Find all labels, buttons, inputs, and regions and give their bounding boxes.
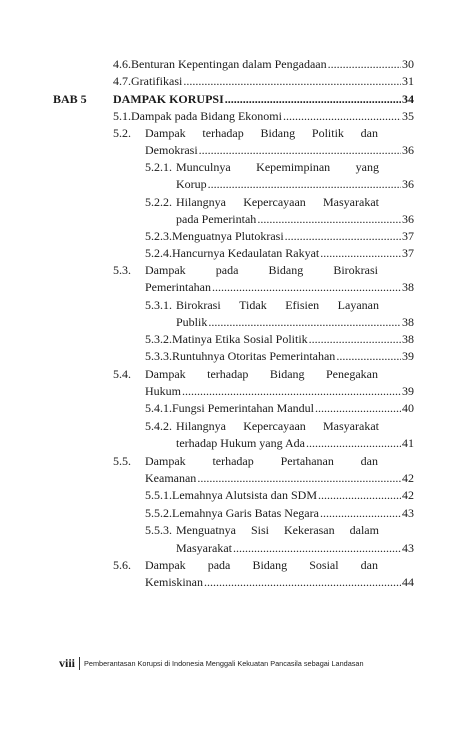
entry-title: Fungsi Pemerintahan Mandul	[172, 401, 314, 415]
entry-number: 5.3.1.	[145, 298, 172, 312]
toc-entry-5-1[interactable]	[113, 109, 414, 123]
dot-leader	[285, 229, 401, 243]
entry-title: Benturan Kepentingan dalam Pengadaan	[131, 57, 327, 71]
toc-entry-5-4-2-line1[interactable]	[176, 419, 379, 433]
entry-number: 5.2.1.	[145, 160, 172, 174]
entry-number: 5.6.	[113, 558, 131, 572]
dot-leader	[199, 143, 401, 157]
entry-page: 44	[402, 575, 414, 589]
toc-entry-5-4-line2[interactable]	[145, 384, 414, 398]
footer-page-number: viii	[59, 656, 76, 670]
title-word: dan	[360, 126, 378, 140]
title-word: Masyarakat	[323, 419, 379, 433]
title-word: Pertahanan	[280, 454, 334, 468]
entry-number: 5.4.1.	[145, 401, 172, 415]
title-word: Dampak	[145, 558, 186, 572]
title-word: dan	[360, 454, 378, 468]
toc-entry-5-3-line1[interactable]	[145, 263, 378, 277]
title-word: Politik	[311, 126, 344, 140]
dot-leader	[309, 332, 401, 346]
entry-number: 5.3.	[113, 263, 131, 277]
entry-number: 5.5.2.	[145, 506, 172, 520]
dot-leader	[183, 74, 401, 88]
entry-page: 41	[402, 436, 414, 450]
entry-number: 5.2.	[113, 126, 131, 140]
toc-entry-5-5-line1[interactable]	[145, 454, 378, 468]
toc-entry-5-2-3[interactable]	[145, 229, 414, 243]
dot-leader	[204, 575, 401, 589]
title-word: Birokrasi	[176, 298, 221, 312]
toc-entry-5-2-line2[interactable]	[145, 143, 414, 157]
entry-title-cont: Publik	[176, 315, 208, 329]
toc-entry-5-5-3-line1[interactable]	[176, 523, 379, 537]
toc-entry-5-5-line2[interactable]	[145, 471, 414, 485]
title-word: Masyarakat	[323, 195, 379, 209]
title-word: pada	[215, 263, 239, 277]
dot-leader	[208, 177, 401, 191]
footer-book-title: Pemberantasan Korupsi di Indonesia Menggali Kekuatan Pancasila sebagai Landasan	[84, 659, 364, 668]
toc-entry-5-2-line1[interactable]	[145, 126, 378, 140]
chapter-label: BAB 5	[53, 92, 87, 106]
title-word: Dampak	[145, 367, 186, 381]
toc-entry-5-3-3[interactable]	[145, 349, 414, 363]
toc-entry-5-5-1[interactable]	[145, 488, 414, 502]
dot-leader	[182, 384, 401, 398]
toc-entry-5-2-1-line1[interactable]	[176, 160, 379, 174]
entry-title-cont: Masyarakat	[176, 541, 232, 555]
title-word: Sosial	[309, 558, 339, 572]
entry-number: 5.2.2.	[145, 195, 172, 209]
title-word: terhadap	[212, 454, 254, 468]
title-word: dan	[360, 558, 378, 572]
toc-entry-5-3-2[interactable]	[145, 332, 414, 346]
toc-entry-4-6[interactable]	[113, 57, 414, 71]
title-word: Dampak	[145, 126, 186, 140]
entry-page: 38	[402, 315, 414, 329]
title-word: yang	[355, 160, 379, 174]
footer-divider	[79, 657, 80, 670]
entry-title-cont: Demokrasi	[145, 143, 198, 157]
entry-page: 39	[402, 349, 414, 363]
entry-number: 5.1.	[113, 109, 131, 123]
entry-page: 31	[402, 74, 414, 88]
entry-number: 5.4.	[113, 367, 131, 381]
dot-leader	[257, 212, 401, 226]
entry-page: 38	[402, 280, 414, 294]
title-word: Kepercayaan	[243, 419, 306, 433]
entry-title-cont: Hukum	[145, 384, 181, 398]
toc-entry-5-2-4[interactable]	[145, 246, 414, 260]
entry-title-cont: terhadap Hukum yang Ada	[176, 436, 305, 450]
title-word: Efisien	[285, 298, 320, 312]
title-word: Bidang	[269, 367, 305, 381]
title-word: dalam	[349, 523, 379, 537]
entry-number: 5.2.4.	[145, 246, 172, 260]
entry-page: 36	[402, 177, 414, 191]
entry-page: 39	[402, 384, 414, 398]
entry-title-cont: Keamanan	[145, 471, 197, 485]
entry-number: 5.5.	[113, 454, 131, 468]
toc-entry-4-7[interactable]	[113, 74, 414, 88]
toc-entry-5-6-line2[interactable]	[145, 575, 414, 589]
entry-title: Lemahnya Garis Batas Negara	[172, 506, 319, 520]
toc-entry-5-3-line2[interactable]	[145, 280, 414, 294]
entry-title: Hancurnya Kedaulatan Rakyat	[172, 246, 320, 260]
dot-leader	[336, 349, 401, 363]
toc-entry-5-2-2-line1[interactable]	[176, 195, 379, 209]
entry-page: 42	[402, 488, 414, 502]
dot-leader	[233, 541, 401, 555]
dot-leader	[315, 401, 401, 415]
entry-page: 34	[402, 92, 414, 106]
title-word: Bidang	[268, 263, 304, 277]
title-word: pada	[207, 558, 231, 572]
dot-leader	[318, 488, 401, 502]
entry-page: 43	[402, 506, 414, 520]
entry-number: 5.5.3.	[145, 523, 172, 537]
toc-chapter-5[interactable]	[113, 92, 414, 106]
dot-leader	[320, 506, 401, 520]
title-word: Kepemimpinan	[256, 160, 331, 174]
toc-entry-5-5-2[interactable]	[145, 506, 414, 520]
entry-page: 40	[402, 401, 414, 415]
title-word: Bidang	[252, 558, 288, 572]
entry-number: 5.5.1.	[145, 488, 172, 502]
entry-title-cont: pada Pemerintah	[176, 212, 257, 226]
entry-title: Dampak pada Bidang Ekonomi	[131, 109, 282, 123]
title-word: Dampak	[145, 454, 186, 468]
dot-leader	[283, 109, 401, 123]
title-word: Sisi	[250, 523, 269, 537]
entry-number: 5.4.2.	[145, 419, 172, 433]
dot-leader	[212, 280, 401, 294]
dot-leader	[306, 436, 401, 450]
entry-page: 35	[402, 109, 414, 123]
entry-page: 30	[402, 57, 414, 71]
entry-page: 37	[402, 246, 414, 260]
toc-entry-5-2-1-line2[interactable]	[176, 177, 414, 191]
entry-page: 38	[402, 332, 414, 346]
entry-page: 43	[402, 541, 414, 555]
entry-page: 36	[402, 143, 414, 157]
title-word: terhadap	[207, 367, 249, 381]
entry-title-cont: Korup	[176, 177, 207, 191]
entry-number: 4.7.	[113, 74, 131, 88]
chapter-title: DAMPAK KORUPSI	[113, 92, 224, 106]
toc-entry-5-4-1[interactable]	[145, 401, 414, 415]
entry-page: 37	[402, 229, 414, 243]
title-word: terhadap	[202, 126, 244, 140]
toc-entry-5-3-1-line1[interactable]	[176, 298, 379, 312]
title-word: Munculnya	[176, 160, 231, 174]
entry-page: 42	[402, 471, 414, 485]
title-word: Hilangnya	[176, 195, 226, 209]
entry-page: 36	[402, 212, 414, 226]
entry-number: 5.3.3.	[145, 349, 172, 363]
toc-entry-5-4-2-line2[interactable]	[176, 436, 414, 450]
toc-entry-5-6-line1[interactable]	[145, 558, 378, 572]
entry-title: Lemahnya Alutsista dan SDM	[172, 488, 317, 502]
entry-number: 4.6.	[113, 57, 131, 71]
entry-number: 5.2.3.	[145, 229, 172, 243]
toc-entry-5-2-2-line2[interactable]	[176, 212, 414, 226]
entry-number: 5.3.2.	[145, 332, 172, 346]
dot-leader	[197, 471, 401, 485]
title-word: Layanan	[337, 298, 379, 312]
entry-title: Matinya Etika Sosial Politik	[172, 332, 308, 346]
dot-leader	[320, 246, 401, 260]
title-word: Birokrasi	[333, 263, 378, 277]
title-word: Dampak	[145, 263, 186, 277]
entry-title: Gratifikasi	[131, 74, 183, 88]
title-word: Kekerasan	[284, 523, 335, 537]
title-word: Tidak	[239, 298, 267, 312]
page-footer	[59, 656, 364, 671]
entry-title: Menguatnya Plutokrasi	[172, 229, 284, 243]
dot-leader	[208, 315, 401, 329]
title-word: Penegakan	[326, 367, 378, 381]
toc-entry-5-4-line1[interactable]	[145, 367, 378, 381]
dot-leader	[328, 57, 401, 71]
title-word: Kepercayaan	[243, 195, 306, 209]
toc-entry-5-5-3-line2[interactable]	[176, 541, 414, 555]
toc-entry-5-3-1-line2[interactable]	[176, 315, 414, 329]
dot-leader	[225, 92, 401, 106]
title-word: Menguatnya	[176, 523, 236, 537]
title-word: Hilangnya	[176, 419, 226, 433]
entry-title-cont: Kemiskinan	[145, 575, 203, 589]
entry-title: Runtuhnya Otoritas Pemerintahan	[172, 349, 336, 363]
title-word: Bidang	[260, 126, 296, 140]
entry-title-cont: Pemerintahan	[145, 280, 211, 294]
